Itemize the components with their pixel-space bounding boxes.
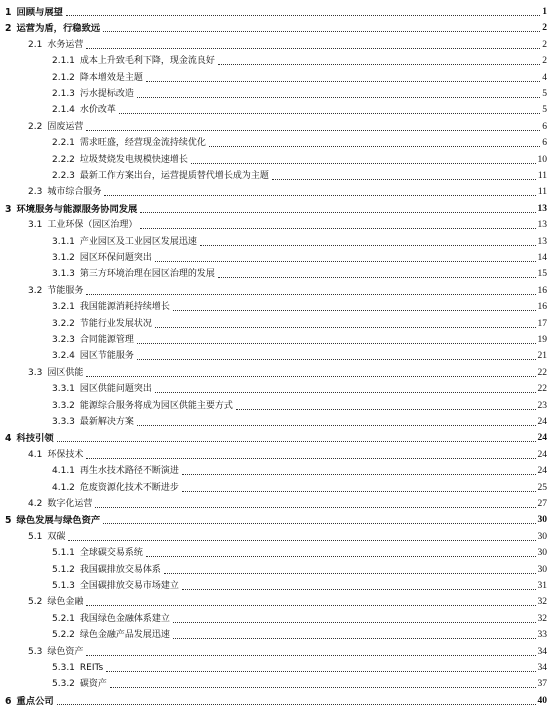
- toc-entry-number: 2.2: [28, 121, 43, 132]
- toc-entry-number: 3.2.4: [52, 351, 75, 362]
- toc-entry-title: 降本增效是主题: [79, 72, 143, 83]
- toc-entry-title: 城市综合服务: [47, 187, 102, 198]
- toc-entry-title: 运营为盾，行稳致远: [16, 23, 101, 35]
- dot-leader: [173, 310, 536, 311]
- dot-leader: [103, 523, 535, 524]
- dot-leader: [57, 441, 536, 442]
- dot-leader: [146, 81, 540, 82]
- dot-leader: [137, 359, 536, 360]
- toc-entry-number: 3: [5, 203, 12, 215]
- toc-entry[interactable]: [0, 118, 559, 133]
- toc-entry-number: 2.2.1: [52, 138, 75, 149]
- dot-leader: [173, 638, 536, 639]
- toc-entry-number: 3.2.2: [52, 318, 75, 329]
- toc-entry-title: 园区节能服务: [79, 351, 134, 362]
- toc-entry-page: 13: [537, 220, 547, 231]
- toc-entry-number: 3.3.3: [52, 417, 75, 427]
- toc-entry-title: 节能服务: [47, 285, 84, 296]
- toc-entry[interactable]: [0, 298, 559, 313]
- toc-entry-number: 5.2.1: [52, 613, 75, 624]
- dot-leader: [164, 573, 536, 574]
- toc-entry-page: 32: [537, 597, 547, 608]
- toc-entry[interactable]: [0, 85, 559, 100]
- toc-entry[interactable]: [0, 331, 559, 346]
- toc-entry-page: 6: [542, 138, 547, 149]
- toc-entry[interactable]: [0, 315, 559, 330]
- toc-entry-number: 3.2: [28, 285, 43, 296]
- toc-entry-number: 3.3.2: [52, 400, 75, 411]
- dot-leader: [86, 294, 535, 295]
- toc-entry-title: 第三方环境治理在园区治理的发展: [79, 269, 215, 280]
- toc-entry-page: 27: [537, 499, 547, 509]
- toc-entry-number: 3.1.1: [52, 236, 75, 247]
- dot-leader: [95, 507, 535, 508]
- dot-leader: [236, 409, 536, 410]
- toc-entry-page: 25: [537, 482, 547, 493]
- toc-entry-title: 全国碳排放交易市场建立: [79, 581, 179, 591]
- toc-entry-number: 5.3.1: [52, 663, 75, 673]
- dot-leader: [86, 458, 535, 459]
- toc-entry-page: 6: [542, 121, 547, 132]
- dot-leader: [155, 392, 536, 393]
- toc-entry[interactable]: [0, 364, 559, 379]
- dot-leader: [104, 195, 536, 196]
- toc-entry-page: 23: [537, 400, 547, 411]
- dot-leader: [155, 261, 536, 262]
- toc-entry-page: 32: [537, 613, 547, 624]
- toc-entry-title: 危废资源化技术不断进步: [79, 482, 179, 493]
- dot-leader: [218, 64, 540, 65]
- toc-entry[interactable]: [0, 200, 559, 215]
- toc-entry[interactable]: [0, 380, 559, 395]
- toc-entry-page: 5: [542, 89, 547, 99]
- toc-entry-title: 再生水技术路径不断演进: [79, 466, 179, 477]
- toc-entry[interactable]: [0, 69, 559, 84]
- toc-entry-title: 绿色资产: [47, 646, 84, 657]
- toc-entry-page: 19: [537, 335, 547, 345]
- dot-leader: [86, 376, 535, 377]
- toc-entry-number: 5.1.2: [52, 564, 75, 575]
- toc-entry-title: 全球碳交易系统: [79, 548, 143, 559]
- toc-entry[interactable]: [0, 347, 559, 362]
- toc-entry[interactable]: [0, 544, 559, 559]
- toc-entry[interactable]: [0, 610, 559, 625]
- toc-entry-number: 2.1.3: [52, 89, 75, 99]
- dot-leader: [137, 343, 536, 344]
- toc-entry-number: 5.2.2: [52, 630, 75, 641]
- toc-entry[interactable]: [0, 675, 559, 690]
- dot-leader: [218, 277, 536, 278]
- toc-entry-title: 成本上升致毛利下降，现金流良好: [79, 56, 215, 67]
- toc-entry-number: 5.1.1: [52, 548, 75, 559]
- toc-entry-title: 产业园区及工业园区发展迅速: [79, 236, 197, 247]
- toc-entry-page: 30: [537, 564, 547, 575]
- toc-entry-title: 我国能源消耗持续增长: [79, 302, 170, 313]
- toc-entry-title: 最新解决方案: [79, 417, 134, 427]
- toc-entry-title: 绿色发展与绿色资产: [16, 515, 101, 527]
- toc-entry-title: 节能行业发展状况: [79, 318, 152, 329]
- toc-entry-number: 5.1.3: [52, 581, 75, 591]
- toc-entry-page: 21: [537, 351, 547, 362]
- toc-entry[interactable]: [0, 511, 559, 526]
- toc-entry-page: 16: [537, 302, 547, 313]
- toc-entry-page: 33: [537, 630, 547, 641]
- toc-entry-title: 环境服务与能源服务协同发展: [16, 203, 138, 215]
- toc-entry-title: 科技引领: [16, 433, 54, 445]
- toc-entry-number: 6: [5, 695, 12, 707]
- dot-leader: [173, 622, 536, 623]
- toc-entry[interactable]: [0, 183, 559, 198]
- toc-entry[interactable]: [0, 265, 559, 280]
- toc-entry-page: 2: [542, 23, 547, 34]
- toc-entry-page: 2: [542, 39, 547, 50]
- dot-leader: [137, 425, 536, 426]
- toc-entry-number: 2.1.4: [52, 105, 75, 116]
- toc-entry-title: 数字化运营: [47, 499, 93, 509]
- toc-entry-number: 2.3: [28, 187, 43, 198]
- toc-entry[interactable]: [0, 626, 559, 641]
- toc-entry-title: 最新工作方案出台，运营提质替代增长成为主题: [79, 171, 269, 181]
- toc-entry-page: 22: [537, 384, 547, 395]
- dot-leader: [66, 15, 540, 16]
- toc-entry-title: 污水提标改造: [79, 89, 134, 99]
- toc-entry-page: 14: [537, 253, 547, 263]
- toc-entry[interactable]: [0, 495, 559, 510]
- dot-leader: [200, 245, 536, 246]
- dot-leader: [110, 687, 536, 688]
- toc-entry-page: 30: [537, 548, 547, 559]
- dot-leader: [272, 179, 536, 180]
- dot-leader: [146, 556, 536, 557]
- dot-leader: [137, 97, 540, 98]
- toc-entry[interactable]: [0, 446, 559, 461]
- toc-entry[interactable]: [0, 134, 559, 149]
- toc-entry[interactable]: [0, 659, 559, 674]
- toc-entry-number: 2.1: [28, 39, 43, 50]
- dot-leader: [86, 605, 535, 606]
- toc-entry-page: 34: [537, 663, 547, 673]
- toc-entry-title: 碳资产: [79, 679, 107, 690]
- dot-leader: [86, 48, 540, 49]
- toc-entry-number: 2.2.2: [52, 154, 75, 165]
- toc-entry-title: REITs: [79, 663, 104, 673]
- dot-leader: [57, 704, 536, 705]
- toc-entry[interactable]: [0, 413, 559, 428]
- toc-entry[interactable]: [0, 249, 559, 264]
- toc-entry-number: 3.1.2: [52, 253, 75, 263]
- toc-entry-page: 24: [537, 449, 547, 460]
- toc-entry-number: 2.2.3: [52, 171, 75, 181]
- dot-leader: [140, 228, 535, 229]
- toc-entry-number: 4.1: [28, 449, 43, 460]
- toc-entry-page: 31: [537, 581, 547, 591]
- toc-entry-page: 13: [537, 236, 547, 247]
- dot-leader: [155, 327, 536, 328]
- toc-entry-title: 垃圾焚烧发电规模快速增长: [79, 154, 188, 165]
- dot-leader: [86, 130, 540, 131]
- dot-leader: [86, 655, 535, 656]
- toc-entry[interactable]: [0, 577, 559, 592]
- toc-entry-number: 3.2.1: [52, 302, 75, 313]
- toc-entry-number: 3.1: [28, 220, 43, 231]
- toc-entry-title: 园区供能问题突出: [79, 384, 152, 395]
- toc-entry-number: 3.3: [28, 367, 43, 378]
- toc-entry-number: 5.1: [28, 531, 43, 542]
- toc-entry-page: 30: [537, 531, 547, 542]
- toc-entry-title: 园区供能: [47, 367, 84, 378]
- toc-entry[interactable]: [0, 692, 559, 707]
- toc-entry-page: 22: [537, 367, 547, 378]
- toc-entry-number: 3.3.1: [52, 384, 75, 395]
- toc-entry-page: 16: [537, 285, 547, 296]
- toc-entry-number: 2: [5, 23, 12, 35]
- toc-entry-page: 24: [537, 433, 547, 444]
- toc-entry-title: 双碳: [47, 531, 66, 542]
- toc-entry-page: 24: [537, 466, 547, 477]
- toc-entry-page: 34: [537, 646, 547, 657]
- toc-entry[interactable]: [0, 151, 559, 166]
- toc-entry-title: 绿色金融产品发展迅速: [79, 630, 170, 641]
- toc-entry-page: 30: [537, 515, 547, 526]
- toc-entry[interactable]: [0, 282, 559, 297]
- toc-entry-title: 我国绿色金融体系建立: [79, 613, 170, 624]
- dot-leader: [182, 474, 536, 475]
- toc-entry[interactable]: [0, 52, 559, 67]
- toc-entry-title: 水务运营: [47, 39, 84, 50]
- toc-entry[interactable]: [0, 3, 559, 18]
- toc-entry-title: 合同能源管理: [79, 335, 134, 345]
- dot-leader: [182, 491, 536, 492]
- toc-entry-title: 工业环保（园区治理）: [47, 220, 138, 231]
- toc-entry[interactable]: [0, 643, 559, 658]
- dot-leader: [103, 31, 540, 32]
- toc-entry-number: 4.1.1: [52, 466, 75, 477]
- toc-entry[interactable]: [0, 479, 559, 494]
- toc-entry-page: 11: [537, 187, 547, 198]
- dot-leader: [106, 671, 535, 672]
- toc-entry[interactable]: [0, 429, 559, 444]
- toc-entry-number: 3.2.3: [52, 335, 75, 345]
- dot-leader: [209, 146, 540, 147]
- toc-entry-number: 4.2: [28, 499, 43, 509]
- toc-entry[interactable]: [0, 167, 559, 182]
- toc-entry-number: 5.3: [28, 646, 43, 657]
- toc-entry-number: 2.1.1: [52, 56, 75, 67]
- toc-entry-title: 回顾与展望: [16, 7, 63, 18]
- toc-entry-page: 11: [537, 171, 547, 181]
- toc-entry-page: 24: [537, 417, 547, 427]
- toc-entry[interactable]: [0, 593, 559, 608]
- dot-leader: [140, 212, 535, 213]
- toc-entry-page: 5: [542, 105, 547, 116]
- toc-entry-number: 4: [5, 433, 12, 445]
- toc-entry[interactable]: [0, 19, 559, 34]
- toc-entry[interactable]: [0, 101, 559, 116]
- toc-entry-page: 1: [542, 7, 547, 17]
- toc-entry-title: 绿色金融: [47, 597, 84, 608]
- toc-entry[interactable]: [0, 216, 559, 231]
- toc-entry-number: 1: [5, 7, 12, 18]
- toc-entry-number: 5.3.2: [52, 679, 75, 690]
- dot-leader: [191, 163, 536, 164]
- toc-entry-page: 37: [537, 679, 547, 690]
- toc-entry-page: 10: [537, 154, 547, 165]
- toc-entry-title: 需求旺盛，经营现金流持续优化: [79, 138, 206, 149]
- toc-entry[interactable]: [0, 36, 559, 51]
- toc-entry-number: 4.1.2: [52, 482, 75, 493]
- toc-entry-page: 17: [537, 318, 547, 329]
- toc-entry-title: 能源综合服务将成为园区供能主要方式: [79, 400, 233, 411]
- dot-leader: [68, 540, 535, 541]
- toc-entry[interactable]: [0, 528, 559, 543]
- toc-entry-page: 40: [537, 695, 547, 706]
- toc-entry-title: 固废运营: [47, 121, 84, 132]
- dot-leader: [119, 113, 540, 114]
- toc-entry-number: 2.1.2: [52, 72, 75, 83]
- toc-entry-page: 13: [537, 203, 547, 214]
- toc-entry-title: 水价改革: [79, 105, 116, 116]
- toc-entry-title: 重点公司: [16, 695, 54, 707]
- dot-leader: [182, 589, 536, 590]
- toc-entry-number: 5: [5, 515, 12, 527]
- toc-entry-page: 15: [537, 269, 547, 280]
- toc-entry-title: 环保技术: [47, 449, 84, 460]
- toc-entry-title: 我国碳排放交易体系: [79, 564, 161, 575]
- toc-entry[interactable]: [0, 561, 559, 576]
- toc-entry-number: 3.1.3: [52, 269, 75, 280]
- toc-entry-page: 4: [542, 72, 547, 83]
- toc-entry[interactable]: [0, 233, 559, 248]
- toc-entry[interactable]: [0, 462, 559, 477]
- toc-entry-page: 2: [542, 56, 547, 67]
- toc-entry-number: 5.2: [28, 597, 43, 608]
- toc-entry[interactable]: [0, 397, 559, 412]
- toc-entry-title: 园区环保问题突出: [79, 253, 152, 263]
